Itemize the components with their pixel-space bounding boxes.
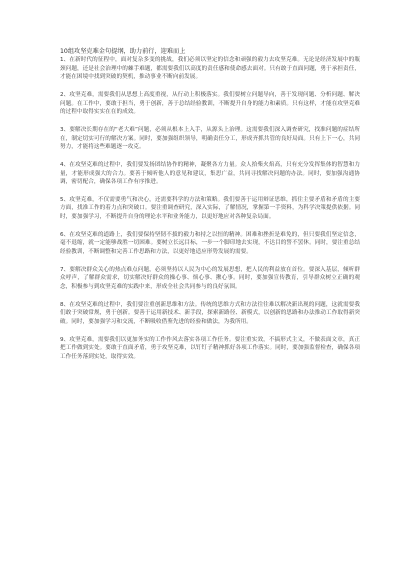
paragraph-6: 6、在攻坚克难的道路上，我们要保持坚韧不拔的毅力和持之以恒的精神。困难和挫折是难免的，但只要我们坚定信念，毫不退缩，就一定能够战胜一切困难。要树立长远目标，一步一个脚印地去实现，不达目的誓不罢休。同时，要注重总结经验教训，不断调整和完善工作思路和方法，以更好地适应形势发展的需要。 <box>60 231 360 256</box>
paragraph-7: 7、要解决群众关心的热点难点问题，必须坚持以人民为中心的发展思想，把人民的利益放在首位。要深入基层，倾听群众呼声，了解群众需求，切实解决好群众的操心事、烦心事、揪心事。同时，要加强宣传教育，引导群众树立正确的观念，积极参与到攻坚克难的实践中来，形成全社会共同参与的良好氛围。 <box>60 266 360 290</box>
document-page <box>60 47 360 371</box>
paragraph-9: 9、攻坚克难，需要我们以更加务实的工作作风去落实各项工作任务。要注重实效，不搞形式主义，不做表面文章，真正把工作做到实处。要敢于直面矛盾，勇于攻坚克难，以钉钉子精神抓好各项工作落实。同时，要加强监督检查，确保各项工作任务落到实处，取得实效。 <box>60 336 360 360</box>
paragraph-5: 5、攻坚克难，不仅需要勇气和决心，还需要科学的方法和策略。我们要善于运用辩证思维，抓住主要矛盾和矛盾的主要方面，找准工作的着力点和突破口。要注重调查研究，深入实际，了解情况，掌握第一手资料，为科学决策提供依据。同时，要加强学习，不断提升自身的理论水平和业务能力，以更好地应对各种复杂局面。 <box>60 196 360 221</box>
paragraph-3: 3、要解决长期存在的“老大难”问题，必须从根本上入手，从源头上治理。这需要我们深入调查研究，找准问题的症结所在，制定切实可行的解决方案。同时，要加强组织领导，明确责任分工，形成齐抓共管的良好局面。只有上下一心，共同努力，才能将这些难题逐一攻克。 <box>60 126 360 151</box>
paragraph-2: 2、攻坚克难，需要我们从思想上高度重视，从行动上积极落实。我们要树立问题导向，善于发现问题、分析问题、解决问题。在工作中，要敢于担当，勇于创新，善于总结经验教训，不断提升自身的能力和素质。只有这样，才能在攻坚克难的过程中取得实实在在的成效。 <box>60 91 360 116</box>
paragraph-1: 1、在新时代的征程中，面对复杂多变的挑战，我们必须以坚定的信念和顽强的毅力去攻坚克难。无论是经济发展中的瓶颈问题，还是社会治理中的棘手难题，都需要我们以高度的责任感和使命感去面对。只有敢于直面问题，勇于承担责任，才能在困境中找到突破的契机，推动事业不断向前发展。 <box>60 57 360 81</box>
paragraph-8: 8、在攻坚克难的过程中，我们要注重创新思维和方法。传统的思维方式和方法往往难以解决新出现的问题，这就需要我们敢于突破常规，勇于创新。要善于运用新技术、新手段，探索新路径、新模式，以创新的思路和办法推动工作取得新突破。同时，要加强学习和交流，不断吸收借鉴先进的经验和做法，为我所用。 <box>60 301 360 325</box>
document-title: 10组攻坚克难金句提纲，助力前行，迎难而上 <box>60 48 186 55</box>
paragraph-4: 4、在攻坚克难的过程中，我们要发扬团结协作的精神，凝聚各方力量。众人拾柴火焰高，只有充分发挥集体的智慧和力量，才能形成强大的合力。要善于倾听他人的意见和建议，集思广益，共同寻找解决问题的办法。同时，要加强沟通协调，密切配合，确保各项工作有序推进。 <box>60 161 360 186</box>
